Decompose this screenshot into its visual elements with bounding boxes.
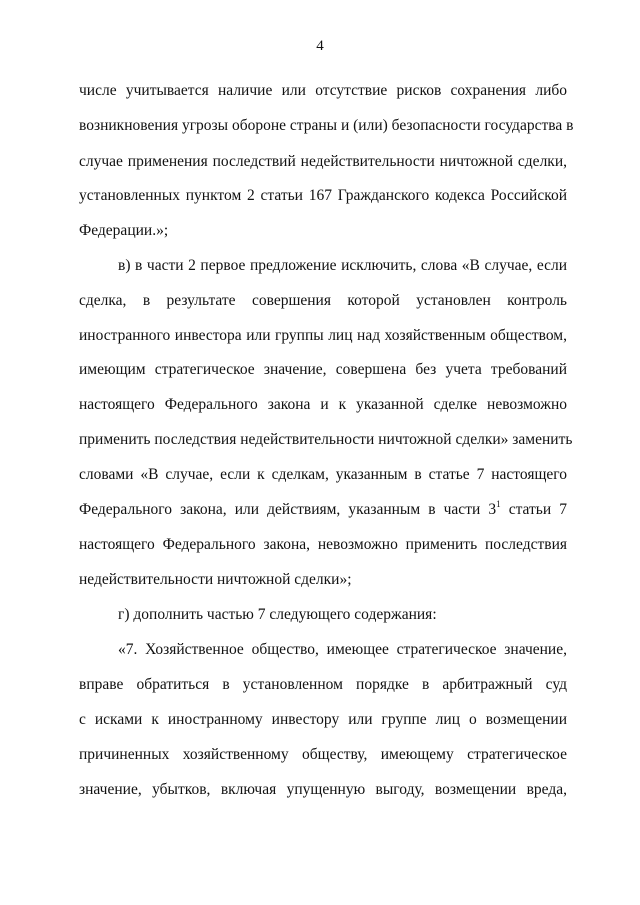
text-line: словами «В случае, если к сделкам, указанным в статье 7 настоящего [79,466,567,483]
text-line: значение, убытков, включая упущенную выгоду, возмещении вреда, [79,781,567,798]
text-line: «7. Хозяйственное общество, имеющее стратегическое значение, [118,641,567,658]
text-line: применить последствия недействительности ничтожной сделки» заменить [79,431,573,448]
text-line: настоящего Федерального закона, невозможно применить последствия [79,536,567,553]
text-line: сделка, в результате совершения которой установлен контроль [79,292,567,309]
text-line [79,500,567,520]
text-line: числе учитывается наличие или отсутствие рисков сохранения либо [79,82,567,99]
text-line: случае применения последствий недействительности ничтожной сделки, [79,153,567,170]
text-line: Федерации.»; [79,222,169,239]
page-number: 4 [316,38,324,54]
text-line: настоящего Федерального закона и к указанной сделке невозможно [79,396,567,413]
text-line: причиненных хозяйственному обществу, имеющему стратегическое [79,746,567,763]
text-line: с исками к иностранному инвестору или группе лиц о возмещении [79,711,567,728]
text-segment: статьи 7 [508,501,568,518]
text-line: иностранного инвестора или группы лиц над хозяйственным обществом, [79,327,567,344]
text-line: имеющим стратегическое значение, совершена без учета требований [79,361,567,378]
text-line: вправе обратиться в установленном порядке в арбитражный суд [79,676,567,693]
text-line: недействительности ничтожной сделки»; [79,571,352,588]
text-line: г) дополнить частью 7 следующего содержания: [118,606,437,623]
text-line: возникновения угрозы обороне страны и (или) безопасности государства в [79,117,574,134]
text-segment: Федерального закона, или действиям, указанным в части 3 [79,501,497,518]
text-line: в) в части 2 первое предложение исключить, слова «В случае, если [118,257,567,274]
text-line: установленных пунктом 2 статьи 167 Гражданского кодекса Российской [79,187,567,204]
superscript: 1 [496,499,501,509]
